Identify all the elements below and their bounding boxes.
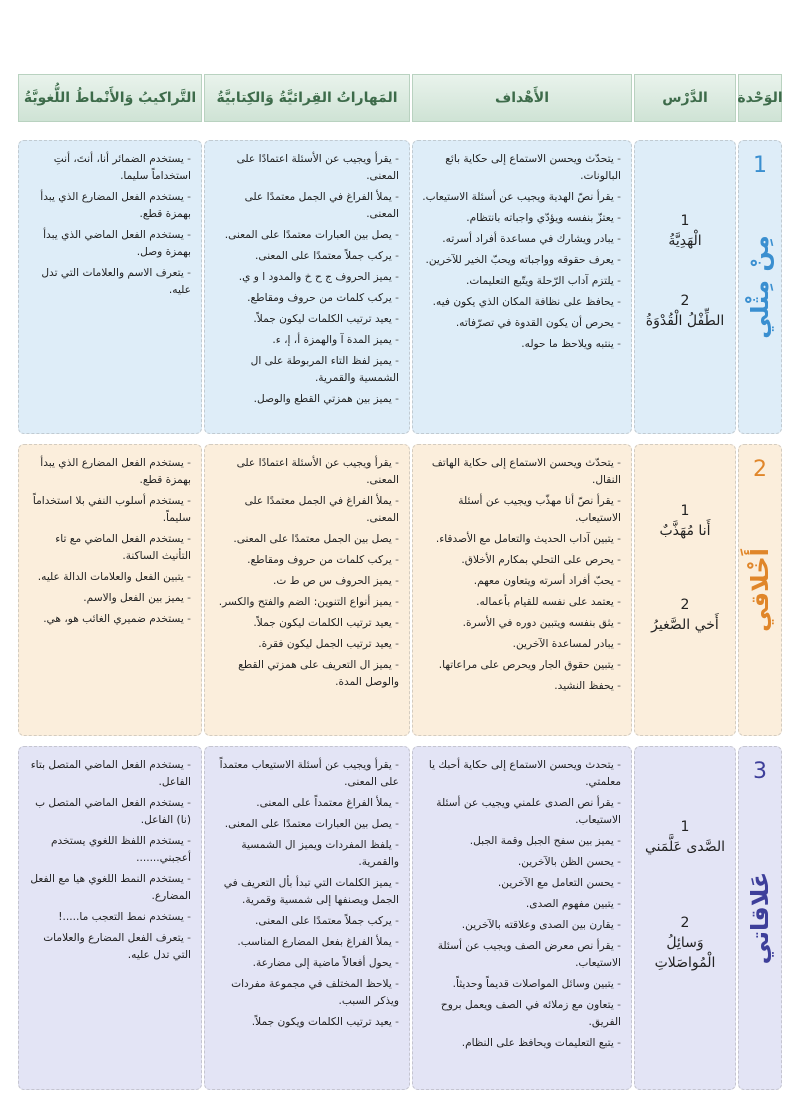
list-item: - يثق بنفسه ويتبين دوره في الأسرة. bbox=[421, 615, 621, 632]
lesson-title: وَسائِلُ الْمُواصَلاتِ bbox=[654, 935, 716, 971]
list-item: - يعيد ترتيب الجمل ليكون فقرة. bbox=[213, 636, 399, 653]
lesson-number: 1 bbox=[680, 503, 690, 519]
lesson-1 bbox=[635, 817, 735, 857]
structures-list bbox=[19, 445, 201, 628]
list-item: - يتبع التعليمات ويحافظ على النظام. bbox=[421, 1035, 621, 1052]
structures-list bbox=[19, 141, 201, 299]
list-item: - يتبين حقوق الجار ويحرص على مراعاتها. bbox=[421, 657, 621, 674]
list-item: - يتعاون مع زملائه في الصف ويعمل بروح الفريق. bbox=[421, 997, 621, 1031]
list-item: - يبادر ويشارك في مساعدة أفراد أسرته. bbox=[421, 231, 621, 248]
lesson-number: 2 bbox=[680, 293, 690, 309]
lesson-1 bbox=[635, 211, 735, 251]
list-item: - يميز الحروف س ص ط ت. bbox=[213, 573, 399, 590]
list-item: - يميز بين همزتي القطع والوصل. bbox=[213, 391, 399, 408]
list-item: - يعيد ترتيب الكلمات ليكون جملاً. bbox=[213, 311, 399, 328]
list-item: - يستخدم ضميري الغائب هو، هي. bbox=[27, 611, 191, 628]
list-item: - يلفظ المفردات ويميز ال الشمسية والقمرية. bbox=[213, 837, 399, 871]
list-item: - يقرأ نص معرض الصف ويجيب عن أسئلة الاستيعاب. bbox=[421, 938, 621, 972]
list-item: - يستخدم الفعل الماضي مع تاء التأنيث الساكنة. bbox=[27, 531, 191, 565]
list-item: - يستخدم الفعل المضارع الذي يبدأ بهمزة قطع. bbox=[27, 455, 191, 489]
lesson-number: 2 bbox=[680, 915, 690, 931]
list-item: - يركب جملاً معتمدًا على المعنى. bbox=[213, 913, 399, 930]
lesson-cell bbox=[634, 140, 736, 434]
list-item: - يستخدم النمط اللغوي هيا مع الفعل المضارع. bbox=[27, 871, 191, 905]
unit-cell bbox=[738, 140, 782, 434]
list-item: - يلاحظ المختلف في مجموعة مفردات ويذكر السبب. bbox=[213, 976, 399, 1010]
list-item: - يتعرف الفعل المضارع والعلامات التي تدل عليه. bbox=[27, 930, 191, 964]
list-item: - يحبّ أفراد أسرته ويتعاون معهم. bbox=[421, 573, 621, 590]
list-item: - يعتزّ بنفسه ويؤدّي واجباته بانتظام. bbox=[421, 210, 621, 227]
header-skills: المَهاراتُ القِرائيَّةُ وَالكِتابيَّةُ bbox=[204, 74, 410, 122]
list-item: - يميز ال التعريف على همزتي القطع والوصل المدة. bbox=[213, 657, 399, 691]
list-item: - يحفظ النشيد. bbox=[421, 678, 621, 695]
lesson-title: أَخي الصَّغيرُ bbox=[651, 617, 719, 633]
list-item: - ينتبه ويلاحظ ما حوله. bbox=[421, 336, 621, 353]
unit-number: 1 bbox=[753, 153, 767, 178]
list-item: - يحول أفعالاً ماضية إلى مضارعة. bbox=[213, 955, 399, 972]
unit-name: عَلاقاتي bbox=[746, 871, 774, 965]
lesson-number: 1 bbox=[680, 213, 690, 229]
list-item: - يركب كلمات من حروف ومقاطع. bbox=[213, 552, 399, 569]
unit-name: أَخْلاقي bbox=[746, 548, 774, 632]
list-item: - يتبين الفعل والعلامات الدالة عليه. bbox=[27, 569, 191, 586]
list-item: - يحافظ على نظافة المكان الذي يكون فيه. bbox=[421, 294, 621, 311]
skills-list bbox=[205, 747, 409, 1031]
list-item: - يتحدث ويحسن الاستماع إلى حكاية أحبك يا معلمتي. bbox=[421, 757, 621, 791]
list-item: - يركب جملاً معتمدًا على المعنى. bbox=[213, 248, 399, 265]
list-item: - يحرص على التحلي بمكارم الأخلاق. bbox=[421, 552, 621, 569]
list-item: - يميز أنواع التنوين: الضم والفتح والكسر. bbox=[213, 594, 399, 611]
list-item: - يملأ الفراغ في الجمل معتمدًا على المعنى. bbox=[213, 189, 399, 223]
list-item: - يصل بين العبارات معتمدًا على المعنى. bbox=[213, 816, 399, 833]
lesson-1 bbox=[635, 501, 735, 541]
objectives-list bbox=[413, 747, 631, 1052]
list-item: - يتعرف الاسم والعلامات التي تدل عليه. bbox=[27, 265, 191, 299]
unit-number: 2 bbox=[753, 457, 767, 482]
list-item: - يقرأ ويجيب عن الأسئلة اعتمادًا على المعنى. bbox=[213, 455, 399, 489]
unit-cell bbox=[738, 444, 782, 736]
list-item: - يبادر لمساعدة الآخرين. bbox=[421, 636, 621, 653]
lesson-2 bbox=[635, 291, 735, 331]
list-item: - يميز بين الفعل والاسم. bbox=[27, 590, 191, 607]
unit-name: مِنْ مِثْلي bbox=[746, 235, 774, 339]
structures-cell bbox=[18, 444, 202, 736]
header-unit: الوَحْدة bbox=[738, 74, 782, 122]
lesson-title: الْهَدِيَّةُ bbox=[668, 233, 702, 249]
list-item: - يحرص أن يكون القدوة في تصرّفاته. bbox=[421, 315, 621, 332]
skills-list bbox=[205, 141, 409, 408]
objectives-cell bbox=[412, 444, 632, 736]
list-item: - يتحدّث ويحسن الاستماع إلى حكاية بائع البالونات. bbox=[421, 151, 621, 185]
list-item: - يميز الحروف ج ح خ والمدود ا و ي. bbox=[213, 269, 399, 286]
list-item: - يقرأ نصّ أنا مهذّب ويجيب عن أسئلة الاستيعاب. bbox=[421, 493, 621, 527]
objectives-list bbox=[413, 445, 631, 695]
structures-cell bbox=[18, 140, 202, 434]
lesson-number: 2 bbox=[680, 597, 690, 613]
list-item: - يقارن بين الصدى وعلاقته بالآخرين. bbox=[421, 917, 621, 934]
unit-number: 3 bbox=[753, 759, 767, 784]
header-structures: التَّراكيبُ وَالأَنْماطُ اللُّغويَّةُ bbox=[18, 74, 202, 122]
list-item: - يستخدم الفعل الماضي المتصل ب (نا) الفاعل. bbox=[27, 795, 191, 829]
lesson-2 bbox=[635, 595, 735, 635]
skills-cell bbox=[204, 140, 410, 434]
list-item: - يستخدم أسلوب النفي بلا استخداماً سليماً. bbox=[27, 493, 191, 527]
header-row bbox=[18, 74, 782, 122]
list-item: - يقرأ ويجيب عن الأسئلة اعتمادًا على المعنى. bbox=[213, 151, 399, 185]
list-item: - يحسن التعامل مع الآخرين. bbox=[421, 875, 621, 892]
list-item: - يستخدم الفعل المضارع الذي يبدأ بهمزة قطع. bbox=[27, 189, 191, 223]
list-item: - يعتمد على نفسه للقيام بأعماله. bbox=[421, 594, 621, 611]
list-item: - يتحدّث ويحسن الاستماع إلى حكاية الهاتف النقال. bbox=[421, 455, 621, 489]
structures-list bbox=[19, 747, 201, 964]
unit-row-3 bbox=[18, 746, 782, 1090]
curriculum-table bbox=[18, 74, 782, 1090]
structures-cell bbox=[18, 746, 202, 1090]
objectives-cell bbox=[412, 746, 632, 1090]
skills-cell bbox=[204, 746, 410, 1090]
list-item: - يملأ الفراغ في الجمل معتمدًا على المعنى. bbox=[213, 493, 399, 527]
header-lesson: الدَّرْس bbox=[634, 74, 736, 122]
list-item: - يتبين آداب الحديث والتعامل مع الأصدقاء. bbox=[421, 531, 621, 548]
lesson-2 bbox=[635, 913, 735, 973]
unit-cell bbox=[738, 746, 782, 1090]
lesson-title: الطِّفْلُ الْقُدْوَةُ bbox=[645, 313, 725, 329]
list-item: - يميز بين سفح الجبل وقمة الجبل. bbox=[421, 833, 621, 850]
list-item: - يتبين مفهوم الصدى. bbox=[421, 896, 621, 913]
unit-row-2 bbox=[18, 444, 782, 736]
lesson-title: الصَّدى عَلَّمَني bbox=[644, 839, 726, 855]
lesson-title: أَنا مُهَذَّبٌ bbox=[659, 523, 711, 539]
list-item: - يقرأ نصّ الهدية ويجيب عن أسئلة الاستيعاب. bbox=[421, 189, 621, 206]
list-item: - يصل بين العبارات معتمدًا على المعنى. bbox=[213, 227, 399, 244]
objectives-list bbox=[413, 141, 631, 353]
list-item: - يملأ الفراغ بفعل المضارع المناسب. bbox=[213, 934, 399, 951]
list-item: - يعيد ترتيب الكلمات ويكون جملاً. bbox=[213, 1014, 399, 1031]
list-item: - يستخدم الفعل الماضي الذي يبدأ بهمزة وصل. bbox=[27, 227, 191, 261]
list-item: - يستخدم الفعل الماضي المتصل بتاء الفاعل. bbox=[27, 757, 191, 791]
list-item: - يستخدم اللفظ اللغوي يستخدم أعجبني....... bbox=[27, 833, 191, 867]
list-item: - يركب كلمات من حروف ومقاطع. bbox=[213, 290, 399, 307]
header-objectives: الأَهْداف bbox=[412, 74, 632, 122]
skills-list bbox=[205, 445, 409, 691]
list-item: - يتبين وسائل المواصلات قديماً وحديثاً. bbox=[421, 976, 621, 993]
list-item: - يصل بين الجمل معتمدًا على المعنى. bbox=[213, 531, 399, 548]
list-item: - يعيد ترتيب الكلمات ليكون جملاً. bbox=[213, 615, 399, 632]
list-item: - يحسن الظن بالآخرين. bbox=[421, 854, 621, 871]
list-item: - يستخدم نمط التعجب ما.....! bbox=[27, 909, 191, 926]
lesson-cell bbox=[634, 444, 736, 736]
unit-row-1 bbox=[18, 140, 782, 434]
list-item: - يميز الكلمات التي تبدأ بأل التعريف في الجمل ويصنفها إلى شمسية وقمرية. bbox=[213, 875, 399, 909]
list-item: - يستخدم الضمائر أنا، أنتَ، أنتِ استخداماً سليما. bbox=[27, 151, 191, 185]
objectives-cell bbox=[412, 140, 632, 434]
list-item: - يلتزم آداب الرّحلة ويتّبع التعليمات. bbox=[421, 273, 621, 290]
list-item: - يعرف حقوقه وواجباته ويحبّ الخير للآخرين. bbox=[421, 252, 621, 269]
lesson-cell bbox=[634, 746, 736, 1090]
list-item: - يميز لفظ التاء المربوطة على ال الشمسية والقمرية. bbox=[213, 353, 399, 387]
list-item: - يقرأ ويجيب عن أسئلة الاستيعاب معتمداً على المعنى. bbox=[213, 757, 399, 791]
skills-cell bbox=[204, 444, 410, 736]
list-item: - يملأ الفراغ معتمداً على المعنى. bbox=[213, 795, 399, 812]
list-item: - يميز المدة آ والهمزة أ، إ، ء. bbox=[213, 332, 399, 349]
list-item: - يقرأ نص الصدى علمني ويجيب عن أسئلة الاستيعاب. bbox=[421, 795, 621, 829]
lesson-number: 1 bbox=[680, 819, 690, 835]
